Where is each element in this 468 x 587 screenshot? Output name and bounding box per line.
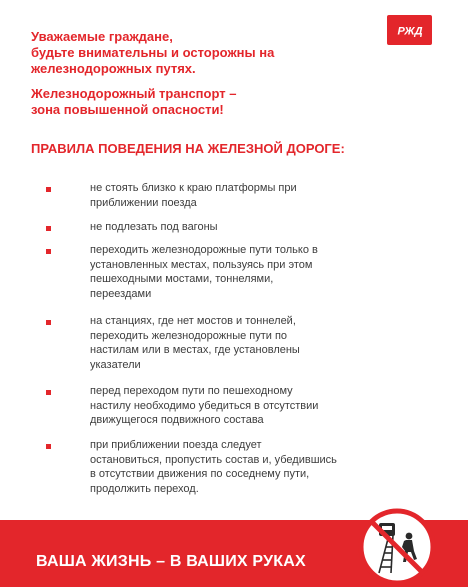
rule-line: продолжить переход. bbox=[90, 482, 199, 495]
rule-line: не подлезать под вагоны bbox=[90, 221, 218, 233]
rule-line: не стоять близко к краю платформы при bbox=[90, 182, 297, 194]
rule-line: указатели bbox=[90, 358, 141, 371]
rules-title: ПРАВИЛА ПОВЕДЕНИЯ НА ЖЕЛЕЗНОЙ ДОРОГЕ: bbox=[31, 141, 345, 156]
rule-line: движущегося подвижного состава bbox=[90, 414, 264, 426]
rule-line: настилу необходимо убедиться в отсутствии bbox=[90, 399, 319, 412]
warning-line: Железнодорожный транспорт – bbox=[31, 86, 237, 101]
rule-text bbox=[90, 220, 410, 235]
rule-line: приближении поезда bbox=[90, 196, 197, 209]
bullet-square-icon bbox=[46, 320, 51, 325]
bullet-square-icon bbox=[46, 187, 51, 192]
rzd-logo-text: РЖД bbox=[396, 25, 423, 38]
rule-line: настилам или в местах, где установлены bbox=[90, 344, 300, 356]
rule-line: перед переходом пути по пешеходному bbox=[90, 385, 293, 397]
rule-line: пешеходными мостами, тоннелями, bbox=[90, 273, 274, 285]
footer-slogan: ВАША ЖИЗНЬ – В ВАШИХ РУКАХ bbox=[36, 553, 306, 570]
rule-line: на станциях, где нет мостов и тоннелей, bbox=[90, 315, 296, 327]
rule-line: остановиться, пропустить состав и, убедившись bbox=[90, 453, 337, 466]
rule-text bbox=[90, 181, 410, 210]
bullet-square-icon bbox=[46, 444, 51, 449]
rule-text bbox=[90, 384, 410, 428]
intro-line: будьте внимательны и осторожны на bbox=[31, 45, 275, 60]
rule-text bbox=[90, 438, 410, 496]
bullet-square-icon bbox=[46, 226, 51, 231]
rule-text bbox=[90, 243, 410, 301]
intro-line: железнодорожных путях. bbox=[31, 61, 196, 76]
rule-line: в отсутствии движения по соседнему пути, bbox=[90, 468, 310, 480]
rule-text bbox=[90, 314, 410, 372]
no-walking-on-tracks-icon bbox=[357, 507, 437, 587]
rule-line: при приближении поезда следует bbox=[90, 439, 262, 451]
bullet-square-icon bbox=[46, 390, 51, 395]
rule-line: переездами bbox=[90, 287, 152, 300]
warning-line: зона повышенной опасности! bbox=[31, 102, 224, 117]
rule-line: переходить железнодорожные пути по bbox=[90, 329, 288, 342]
rule-line: переходить железнодорожные пути только в bbox=[90, 244, 318, 256]
bullet-square-icon bbox=[46, 249, 51, 254]
rule-line: установленных местах, пользуясь при этом bbox=[90, 258, 313, 271]
intro-line: Уважаемые граждане, bbox=[31, 29, 173, 44]
